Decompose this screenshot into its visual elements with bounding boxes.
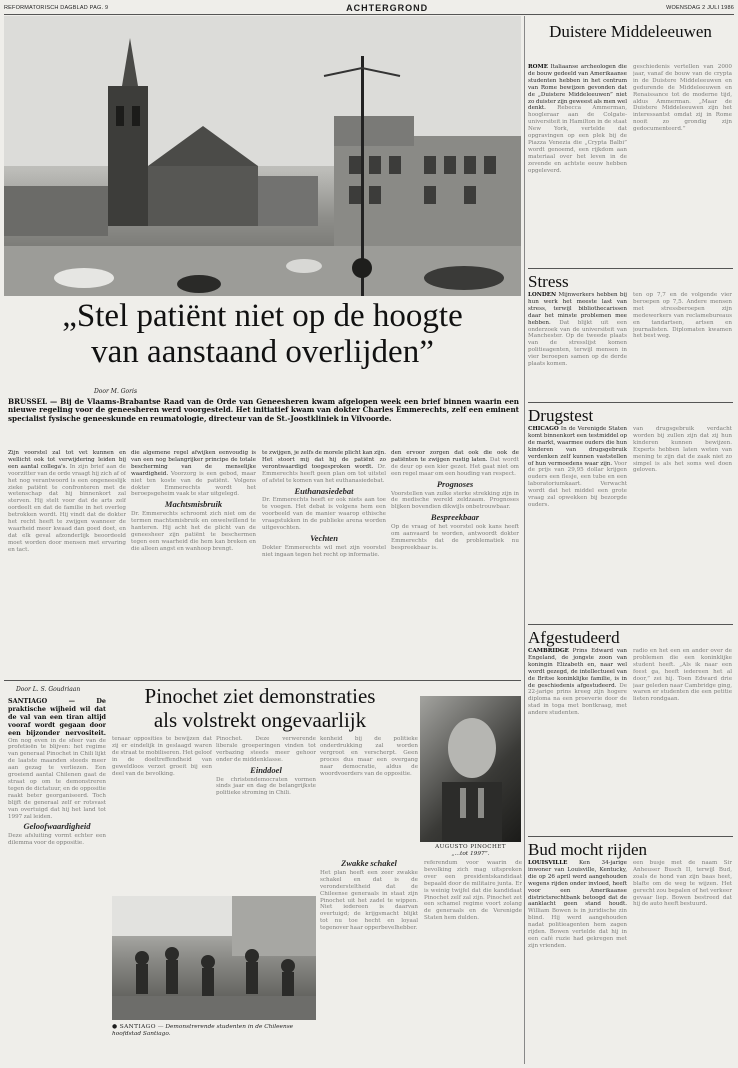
sidebar-drugstest-lead: In de Verenigde Staten komt binnenkort een testmiddel op de markt, waarmee ouders die hun kinderen van drugsgebruik verdenken zelf kunnen vaststellen of hun vermoedens waar zijn. xyxy=(528,426,627,467)
sidebar-afgestudeerd-place: CAMBRIDGE xyxy=(528,648,569,654)
main-headline-line-1: „Stel patiënt niet op de hoogte xyxy=(62,298,463,334)
sidebar-bud-lead: Ken 34-jarige inwoner van Louisville, Kentucky, die op 26 april werd aangehouden wegens rijden onder invloed, heeft voor een Amerikaanse districtsrechtbank betoogd dat de aanklacht geen stand houdt. xyxy=(528,860,627,908)
sidebar-stress-place: LONDEN xyxy=(528,292,557,298)
main-headline-line-2: van aanstaand overlijden” xyxy=(91,334,434,370)
sidebar-rule-3 xyxy=(528,624,733,625)
demonstration-illustration xyxy=(112,896,316,1020)
pinochet-column-1-rest-b: Deze afsluiting vormt echter een dilemma voor de oppositie. xyxy=(8,833,106,847)
subhead-machtsmisbruik: Machtsmisbruik xyxy=(164,499,223,510)
pinochet-column-1-rest: Om nog even in de sfeer van de profetieën te blijven: het regime van generaal Pinochet in Chili lijkt de laatste maanden steeds meer aan gezag te verliezen. Een groeiend aantal Chilenen gaat de straat op om te demonstreren tegen de dictatuur, en de oppositie raakt beter georganiseerd. Toch blijft de generaal zelf er rotsvast van overtuigd dat hij het land tot 1997 zal leiden. xyxy=(8,737,106,820)
main-column-4-rest-c: Op de vraag of het voorstel ook kans heeft om aanvaard te worden, antwoordt dokter Emmerechts dat de problematiek nu bespreekbaar is. xyxy=(391,524,519,551)
pinochet-lead: SANTIAGO — De praktische wijheid wil dat de val van een tiran altijd vooraf wordt gegaan door een bijzonder nervositeit. xyxy=(8,698,106,737)
main-column-3 xyxy=(262,450,386,676)
main-lead-paragraph: BRUSSEL — Bij de Vlaams-Brabantse Raad van de Orde van Geneesheren kwam afgelopen week een brief binnen waarin een nieuwe regeling voor de geneesheren werd voorgesteld. Het initiatief kwam van dokter Charles Emmerechts, zelf een eminent specialist fysische geneeskunde en reumatologie, directeur van de St.-Joostkliniek in Vilvoorde. xyxy=(8,398,519,423)
sidebar-bud-place: LOUISVILLE xyxy=(528,860,568,866)
main-column-4-rest-b: Voorstellen van zulke sterke strekking zijn in de medische wereld zeldzaam. Prognoses blijken bovendien dikwijls onbetrouwbaar. xyxy=(391,490,519,511)
pinochet-column-6-text: referendum voor waarin de bevolking zich mag uitspreken over een presidentskandidaat bepaald door de militaire junta. Er is weinig twijfel dat die kandidaat Pinochet zelf zal zijn. Pinochet zet een schamel regime voort zolang de generaals en de Verenigde Staten hem dulden. xyxy=(424,860,522,922)
sidebar-stress-col-2 xyxy=(633,292,732,400)
main-column-2-text: die algemene regel afwijken eenvoudig is van een nog belangrijker principe de totale bescherming van de menselijke waardigheid. xyxy=(131,450,256,477)
subhead-bespreekbaar: Bespreekbaar xyxy=(430,512,480,523)
pinochet-column-3-rest: De christendemocraten vormen sinds jaar en dag de belangrijkste politieke stroming in Chili. xyxy=(216,776,316,797)
sidebar-title-bud: Bud mocht rijden xyxy=(528,840,647,859)
sidebar-title-drugstest: Drugstest xyxy=(528,406,594,425)
issue-date: WOENSDAG 2 JULI 1986 xyxy=(666,5,734,11)
main-column-1-rest: In zijn brief aan de voorzitter van de orde vraagt hij zich af of het nog verantwoord is een ongeneeslijk zieke patiënt te confronteren met de wetenschap dat hij binnenkort zal sterven. Hij stelt voor dat de arts zelf oordeelt en dat de familie in het overleg betrokken wordt. Hij vindt dat de dokter het recht heeft te zwijgen wanneer de waarheid meer kwaad dan goed doet, en dat elk geval afzonderlijk beoordeeld moet worden door mensen met ervaring en tact. xyxy=(8,463,126,553)
main-column-1 xyxy=(8,450,126,676)
sidebar-stress-rest: Dat blijkt uit een onderzoek van de universiteit van Manchester. Op de tweede plaats van de stresslijst komen politieagenten, terwijl mensen in vier beroepen samen op de derde plaats komen. xyxy=(528,319,627,368)
portrait-caption-name: AUGUSTO PINOCHET xyxy=(435,844,506,850)
main-column-3-text: te zwijgen, je zelfs de morele plicht kan zijn. Het stoort mij dat hij de patiënt zo verontwaardigd toegesproken wordt. xyxy=(262,450,386,470)
subhead-zwakke-schakel: Zwakke schakel xyxy=(341,860,397,868)
sidebar-bud-col-1 xyxy=(528,860,627,1060)
sidebar-stress-lead: Mijnwerkers hebben bij hun werk het meeste last van stress, terwijl bibliothecarissen daar het minste problemen mee hebben. xyxy=(528,292,627,326)
sidebar-afgestudeerd-col-2-text: radio en het een en ander over de problemen die een koninklijke student heeft. „Als ik naar een feest ga, heeft iedereen het al door,” zei hij. Toen Edward drie jaar geleden naar Cambridge ging, waren er studenten die een petitie lieten rondgaan. xyxy=(633,648,732,703)
main-column-2-rest: Voorzorg is een gebod, maar niet ten koste van de patiënt. Volgens dokter Emmerechts wordt het beroepsgeheim vaak te star uitgelegd. xyxy=(131,470,256,498)
main-column-4-text: den ervoor zorgen dat ook die ook de patiënten te zwijgen rustig laten. xyxy=(391,450,519,463)
demonstration-caption-place: SANTIAGO xyxy=(119,1024,156,1030)
sidebar-rule-2 xyxy=(528,402,733,403)
sidebar-middeleeuwen-col-2 xyxy=(633,64,732,264)
demonstration-photo-caption: ● SANTIAGO — Demonstrerende studenten in de Chileense hoofdstad Santiago. xyxy=(112,1024,294,1037)
pinochet-column-6 xyxy=(424,860,522,1060)
pinochet-column-5-text: Het plan heeft een zeer zwakke schakel en dat is de verondersteltheid dat de Chileense generaals in staat zijn Pinochet uit het zadel te wippen. Niet iedereen is daarvan overtuigd; de krijgsmacht blijkt tot nu toe hecht en loyaal tegenover haar opperbevelhebber. xyxy=(320,869,418,932)
demonstration-photo xyxy=(112,896,316,1020)
pinochet-column-3-text: Pinochet. Deze verwerende liberale groeperingen vinden tot verbazing steeds meer gehoor onder de middenklasse. xyxy=(216,736,316,763)
sidebar-drugstest-col-2 xyxy=(633,426,732,622)
main-column-4-rest: Dat wordt de deur op een kier gezet. Het gaat niet om een regel maar om een houding van respect. xyxy=(391,456,519,477)
sidebar-stress-col-2-text: ten op 7,7 en de volgende vier beroepen op 7,5. Andere mensen met stressberoepen zijn medewerkers van reclamebureaus en tandartsen, artsen en journalisten. Diplomaten kwamen het best weg. xyxy=(633,292,732,340)
main-photo xyxy=(4,16,521,296)
sidebar-middeleeuwen-lead: Italiaanse archeologen die de bouw gedeeld van Amerikaanse studenten hebben in het centrum van Rome bewijzen gevonden dat de „Duistere Middeleeuwen” niet zo duister zijn geweest als men wel denkt. xyxy=(528,64,627,112)
subhead-prognoses: Prognoses xyxy=(436,478,474,489)
sidebar-title-middeleeuwen: Duistere Middeleeuwen xyxy=(549,22,712,41)
pinochet-portrait-caption xyxy=(420,844,521,858)
demonstration-caption-text: — Demonstrerende studenten in de Chileense hoofdstad Santiago. xyxy=(112,1024,294,1037)
sidebar-middeleeuwen-col-1 xyxy=(528,64,627,264)
sidebar-afgestudeerd-col-1 xyxy=(528,648,627,834)
sidebar-afgestudeerd-rest: De 22-jarige prins kreeg zijn hogere diploma na een proeverie door de stad in toga met bontkraag, met andere studenten. xyxy=(528,682,627,717)
sidebar-title-stress: Stress xyxy=(528,272,569,291)
main-column-4 xyxy=(391,450,519,676)
sidebar-afgestudeerd-col-2 xyxy=(633,648,732,834)
pinochet-headline-line-2: als volstrekt ongevaarlijk xyxy=(153,708,367,732)
main-headline xyxy=(4,298,521,370)
pinochet-column-2-text: tenaar opposities te bewijzen dat zij er eindelijk in geslaagd waren de straat te mobiliseren. Het geloof in de doeltreffendheid van geweldloos verzet groeit bij een deel van de bevolking. xyxy=(112,736,212,777)
subhead-einddoel: Einddoel xyxy=(250,764,282,775)
main-column-2-rest-b: Dr. Emmerechts schroomt zich niet om de termen machtsmisbruik en onwelwillend te hanteren. Hij acht het de plicht van de geneesheer zijn patiënt te beschermen tegen een waarheid die hem kan breken en die alleen angst en wanhoop brengt. xyxy=(131,511,256,552)
pinochet-column-5 xyxy=(320,860,418,1060)
pinochet-byline: Door L. S. Goudriaan xyxy=(16,686,81,693)
subhead-euthanasiedebat: Euthanasiedebat xyxy=(294,485,354,496)
sidebar-drugstest-rest: Voor de prijs van 29,95 dollar krijgen ouders een flesje, een tube en een laboratoriumkaart. Verwacht wordt dat het middel een grote vraag zal opwekken bij bezorgde ouders. xyxy=(528,460,627,508)
main-column-3-rest-b: Dr. Emmerechts heeft er ook niets aan toe te voegen. Het debat is volgens hem een voorbeeld van de manier waarop ethische vraagstukken in de publieke arena worden uitgevochten. xyxy=(262,497,386,532)
sidebar-bud-col-2-text: een busje met de naam Sir Anheuser Busch II, terwijl Bud, zoals de hond van zijn baas heet, blafte om de weg te wijzen. Het gerecht zou bepalen of het verkeer gevaar liep. Bowen bestreed dat hij de auto heeft bestuurd. xyxy=(633,860,732,908)
portrait-caption-quote: „...tot 1997”. xyxy=(451,851,490,857)
sidebar-drugstest-col-2-text: van drugsgebruik verdacht worden bij zullen zijn dat zij hun kinderen kunnen bewijzen. Experts hebben laten weten van mening te zijn dat de zaak niet zo simpel is als het soms wel doen geloven. xyxy=(633,426,732,474)
sidebar-middeleeuwen-place: ROME xyxy=(528,64,548,70)
pinochet-portrait xyxy=(420,696,521,842)
sidebar-middeleeuwen-col-2-text: geschiedenis vertellen van 2000 jaar, vanaf de bouw van de crypta in de Duistere Middeleeuwen en gedurende de Middeleeuwen en Renaissance tot de moderne tijd, aldus Ammerman. „Maar de Duistere Middeleeuwen zijn het interessantst omdat zij in Rome nooit zo grondig zijn gedocumenteerd.” xyxy=(633,64,732,133)
sidebar-bud-rest: William Bowen is in juridische zin blind. Hij werd aangehouden nadat politieagenten hem zagen rijden. Bowen vertelde dat hij in een café ruzie had gekregen met zijn vrienden. xyxy=(528,908,627,949)
subhead-geloofwaardigheid: Geloofwaardigheid xyxy=(23,821,91,832)
sidebar-drugstest-col-1 xyxy=(528,426,627,622)
main-byline: Door M. Goris xyxy=(94,388,138,395)
sidebar-rule-4 xyxy=(528,836,733,837)
section-title: ACHTERGROND xyxy=(346,3,429,13)
sidebar-bud-col-2 xyxy=(633,860,732,1060)
main-column-2 xyxy=(131,450,256,676)
portrait-illustration xyxy=(420,696,521,842)
sidebar-title-afgestudeerd: Afgestudeerd xyxy=(528,628,620,647)
pinochet-headline xyxy=(110,684,410,732)
pinochet-headline-line-1: Pinochet ziet demonstraties xyxy=(144,684,376,708)
pinochet-column-4-text: kenheid bij de politieke onderdrukking zal worden vergroot en verscherpt. Geen proces dus maar een overgang naar democratie, aldus de woordvoerders van de oppositie. xyxy=(320,736,418,777)
pinochet-column-1 xyxy=(8,698,106,1060)
sidebar-rule-1 xyxy=(528,268,733,269)
main-column-1-text: Zijn voorstel zal tot vet kunnen en wellicht ook tot verwijdering leiden bij een aantal collega's. xyxy=(8,450,126,470)
pinochet-column-2 xyxy=(112,736,212,892)
paper-name: REFORMATORISCH DAGBLAD PAG. 9 xyxy=(4,5,109,11)
sidebar-stress-col-1 xyxy=(528,292,627,400)
sidebar-afgestudeerd-lead: Prins Edward van Engeland, de jongste zoon van koningin Elizabeth en, naar wel wordt gezegd, de intellectueel van de Britse koninklijke familie, is in de geschiedenis afgestudeerd. xyxy=(528,648,627,689)
main-column-3-rest-c: Dokter Emmerechts wil met zijn voorstel niet ingaan tegen het recht op informatie. xyxy=(262,544,386,558)
sidebar-drugstest-place: CHICAGO xyxy=(528,426,559,432)
subhead-vechten: Vechten xyxy=(310,532,338,543)
page-header xyxy=(4,2,734,15)
main-column-3-rest: Dr. Emmerechts heeft geen plan om tot uitstel of afstel te komen van het euthanasiedebat. xyxy=(262,463,386,484)
sidebar-middeleeuwen-rest: Rebecca Ammerman, hoogleraar aan de Colgate-universiteit in Hamilton in de staat New York, vertelde dat opgravingen op een plek bij de Piazza Venezia die „Crypta Balbi” wordt genoemd, een rijkdom aan materiaal over het leven in de zevende en achtste eeuw hebben opgeleverd. xyxy=(528,105,627,174)
town-square-illustration xyxy=(4,16,521,296)
pinochet-column-3 xyxy=(216,736,316,892)
sidebar-divider xyxy=(524,16,525,1064)
main-story-bottom-rule xyxy=(4,680,521,681)
